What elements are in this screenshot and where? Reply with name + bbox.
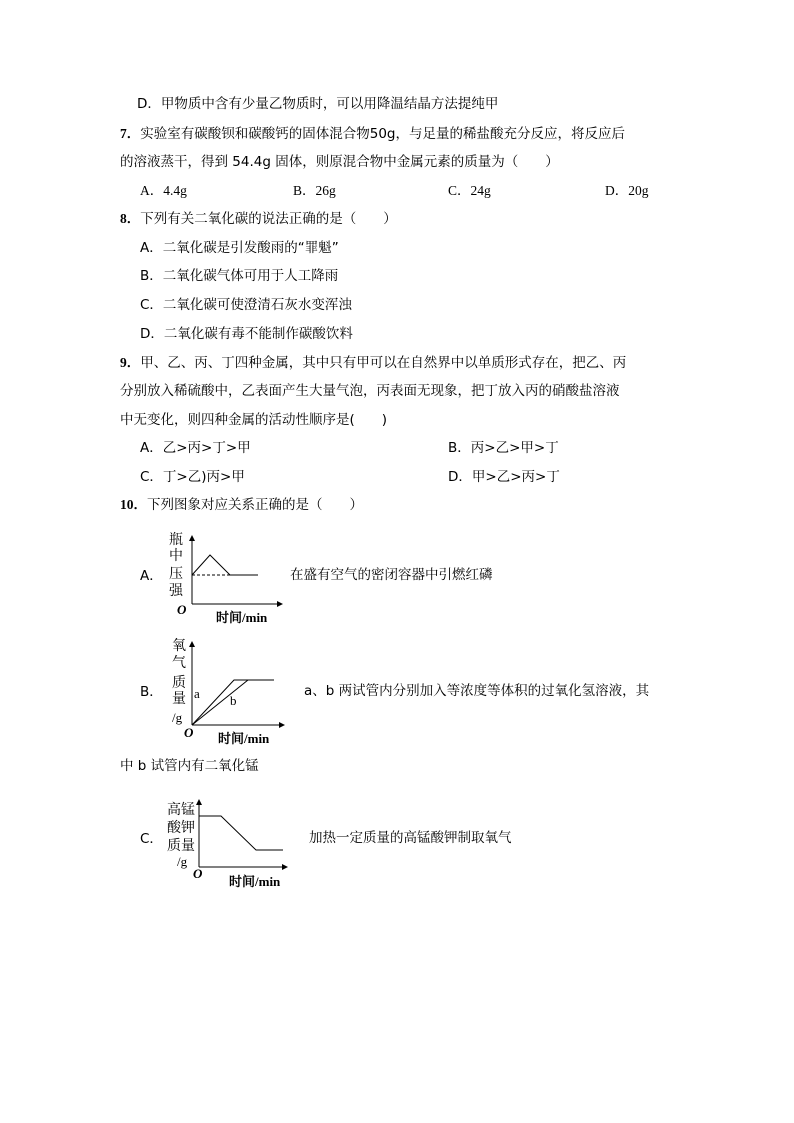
q9-line1 [120,353,626,373]
q10-stem: 下列图象对应关系正确的是（ ） [147,497,363,513]
q7-number: 7． [120,126,141,141]
q10-c-label: C． [140,831,163,847]
q10-a-ylabel-4: 强 [169,584,183,599]
q10-b-xlabel: 时间/min [218,731,270,746]
q7-text1: 实验室有碳酸钡和碳酸钙的固体混合物50g，与足量的稀盐酸充分反应，将反应后 [140,126,625,142]
q7-line2: 的溶液蒸干，得到 54.4g 固体，则原混合物中金属元素的质量为（ ） [120,154,559,170]
q9-text1: 甲、乙、丙、丁四种金属，其中只有甲可以在自然界中以单质形式存在，把乙、丙 [140,355,627,371]
q10-b-ylabel-2: 气 [172,656,186,671]
q10-a-curve [192,555,258,575]
q10-b-ylabel-1: 氧 [172,639,186,654]
q10-b-text: a、b 两试管内分别加入等浓度等体积的过氧化氢溶液，其 [304,683,650,699]
q6-option-d: D．甲物质中含有少量乙物质时，可以用降温结晶方法提纯甲 [137,96,499,112]
q10-a-ylabel-2: 中 [169,549,183,564]
q10-b-label: B． [140,684,163,700]
q10-a-graph [160,530,290,630]
q8-option-b: B．二氧化碳气体可用于人工降雨 [140,268,339,284]
q10-a-ylabel-3: 压 [169,567,183,582]
q10-b-ylabel-3: 质 [172,676,186,691]
q10-b-curve-b [192,680,248,725]
q9-line2: 分别放入稀硫酸中，乙表面产生大量气泡，丙表面无现象，把丁放入丙的硝酸盐溶液 [120,383,620,399]
q10-c-graph [163,794,293,894]
q10-a-ylabel [169,532,184,599]
q10-a-label: A． [140,568,163,584]
q10-b-curve-b-label: b [230,693,237,708]
q8-option-c: C．二氧化碳可使澄清石灰水变浑浊 [140,297,352,313]
q10-c-ylabel-2: 酸钾 [167,821,195,836]
q10-b-curve-a-label: a [194,686,200,701]
q10-a-xlabel: 时间/min [216,610,268,625]
q9-option-a: A．乙>丙>丁>甲 [140,440,251,456]
q9-option-c: C．丁>乙)丙>甲 [140,469,245,485]
q10-c-origin: O [193,866,203,881]
q10-c-ylabel-3: 质量 [167,839,195,854]
q7-option-a: A．4.4g [140,183,187,198]
q9-line3: 中无变化，则四种金属的活动性顺序是( ) [120,412,388,428]
q10-b-text2: 中 b 试管内有二氧化锰 [120,758,259,774]
q10-stem-line [120,495,363,515]
q8-option-a: A．二氧化碳是引发酸雨的“罪魁” [140,240,339,256]
q10-a-origin: O [177,602,187,617]
q8-stem-line [120,209,397,229]
q7-option-d: D．20g [605,183,649,198]
q7-option-c: C．24g [448,183,491,198]
q10-b-ylabel-4: 量 [172,692,186,707]
q10-a-text: 在盛有空气的密闭容器中引燃红磷 [290,567,493,583]
q10-number: 10． [120,497,147,512]
q10-b-ylabel-5: /g [172,710,183,725]
q8-option-d: D．二氧化碳有毒不能制作碳酸饮料 [140,326,353,342]
q9-option-d: D．甲>乙>丙>丁 [448,469,560,485]
q9-number: 9． [120,355,141,370]
q10-a-ylabel-1: 瓶 [169,533,183,548]
q10-c-text: 加热一定质量的高锰酸钾制取氧气 [309,830,512,846]
q10-b-ylabel [172,638,186,725]
q10-c-ylabel-4: /g [177,854,188,869]
q8-stem: 下列有关二氧化碳的说法正确的是（ ） [140,211,397,227]
q7-option-b: B．26g [293,183,336,198]
q8-number: 8． [120,211,141,226]
q10-c-xlabel: 时间/min [229,874,281,889]
q9-option-b: B．丙>乙>甲>丁 [448,440,559,456]
q10-c-ylabel [167,801,195,869]
q7-line1 [120,124,625,144]
q10-b-graph [160,636,290,748]
q10-b-origin: O [184,725,194,740]
q10-c-ylabel-1: 高锰 [167,803,195,818]
q10-c-curve [199,816,283,850]
